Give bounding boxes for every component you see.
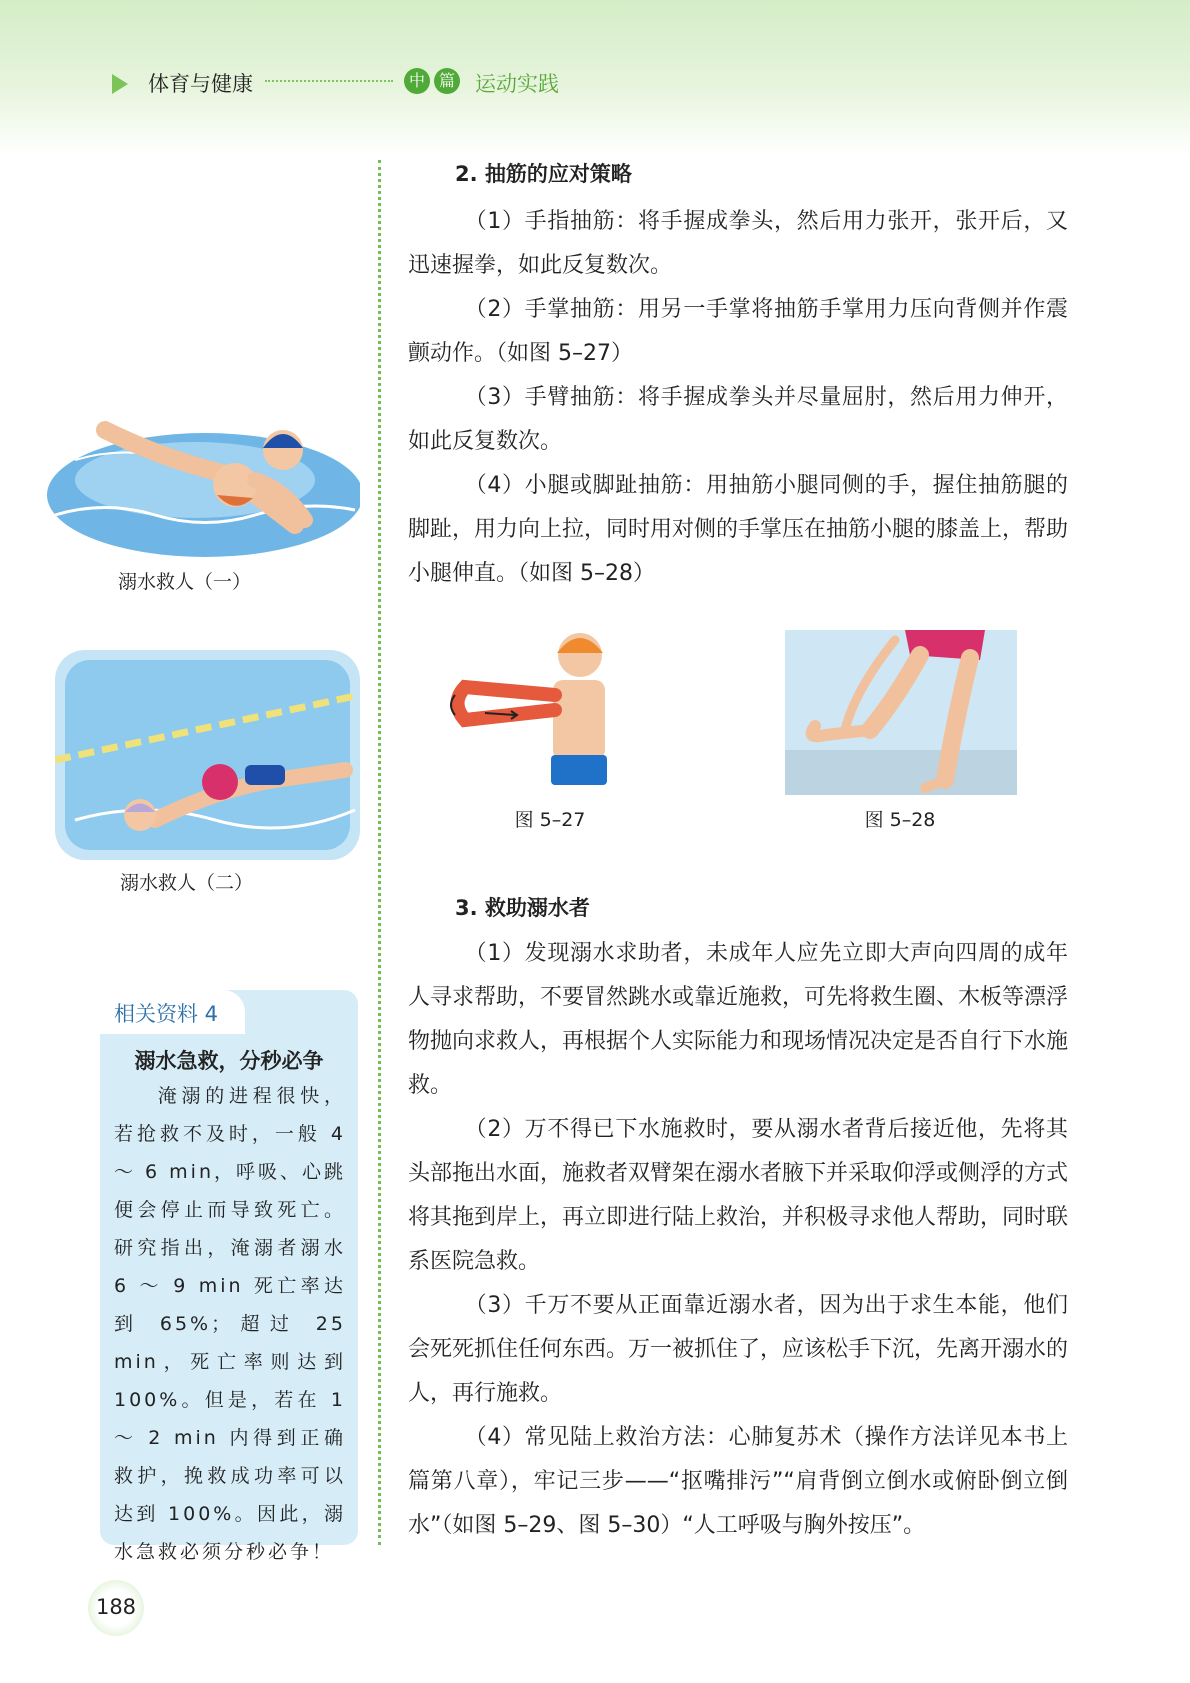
column-divider [378, 160, 381, 1545]
rescue-two-illustration [55, 650, 360, 860]
related-info-title: 溺水急救，分秒必争 [134, 1049, 324, 1073]
s2-para-4: （4）小腿或脚趾抽筋：用抽筋小腿同侧的手，握住抽筋腿的脚趾，用力向上拉，同时用对侧的手掌压在抽筋小腿的膝盖上，帮助小腿伸直。（如图 5–28） [408, 473, 1069, 586]
s3-para-2: （2）万不得已下水施救时，要从溺水者背后接近他，先将其头部拖出水面，施救者双臂架在溺水者腋下并采取仰浮或侧浮的方式将其拖到岸上，再立即进行陆上救治，并积极寻求他人帮助，同时联系医院急救。 [408, 1117, 1069, 1274]
s3-para-3: （3）千万不要从正面靠近溺水者，因为出于求生本能，他们会死死抓住任何东西。万一被抓住了，应该松手下沉，先离开溺水的人，再行施救。 [408, 1293, 1069, 1406]
figure-5-27-caption: 图 5–27 [514, 809, 586, 831]
section-3-title: 3. 救助溺水者 [455, 896, 590, 920]
page-number: 188 [95, 1595, 137, 1619]
part-badge-zhong: 中 [404, 68, 430, 94]
section-2-title: 2. 抽筋的应对策略 [455, 162, 632, 186]
s2-para-2: （2）手掌抽筋：用另一手掌将抽筋手掌用力压向背侧并作震颤动作。（如图 5–27） [408, 297, 1068, 366]
play-triangle-icon [112, 74, 128, 94]
related-info-body: 淹溺的进程很快，若抢救不及时，一般 4 ～ 6 min，呼吸、心跳便会停止而导致死亡。研究指出，淹溺者溺水 6 ～ 9 min 死亡率达到 65%；超过 25 min，死亡率则达到 100%。但是，若在 1 ～ 2 min 内得到正确救护，挽救成功率可以达到 100%。因此，溺水急救必须分秒必争！ [114, 1085, 346, 1563]
figure-5-28-illustration [785, 630, 1017, 795]
figure-5-28-caption: 图 5–28 [864, 809, 936, 831]
section-title: 运动实践 [475, 72, 559, 96]
s3-para-1: （1）发现溺水求助者，未成年人应先立即大声向四周的成年人寻求帮助，不要冒然跳水或靠近施救，可先将救生圈、木板等漂浮物抛向求救人，再根据个人实际能力和现场情况决定是否自行下水施救。 [408, 941, 1069, 1098]
s2-para-1: （1）手指抽筋：将手握成拳头，然后用力张开，张开后，又迅速握拳，如此反复数次。 [408, 209, 1068, 278]
s2-para-3: （3）手臂抽筋：将手握成拳头并尽量屈肘，然后用力伸开，如此反复数次。 [408, 385, 1068, 454]
rescue-one-caption: 溺水救人（一） [118, 571, 252, 593]
header-dotted-leader [265, 80, 393, 82]
part-badge-pian: 篇 [434, 68, 460, 94]
book-title: 体育与健康 [148, 72, 253, 96]
s3-para-4: （4）常见陆上救治方法：心肺复苏术（操作方法详见本书上篇第八章），牢记三步——“抠嘴排污”“肩背倒立倒水或俯卧倒立倒水”（如图 5–29、图 5–30）“人工呼吸与胸外按压”。 [408, 1425, 1068, 1538]
rescue-one-illustration [45, 420, 360, 560]
rescue-two-caption: 溺水救人（二） [120, 872, 254, 894]
related-info-tab-label: 相关资料 4 [114, 1002, 219, 1026]
figure-5-27-illustration [445, 625, 620, 790]
